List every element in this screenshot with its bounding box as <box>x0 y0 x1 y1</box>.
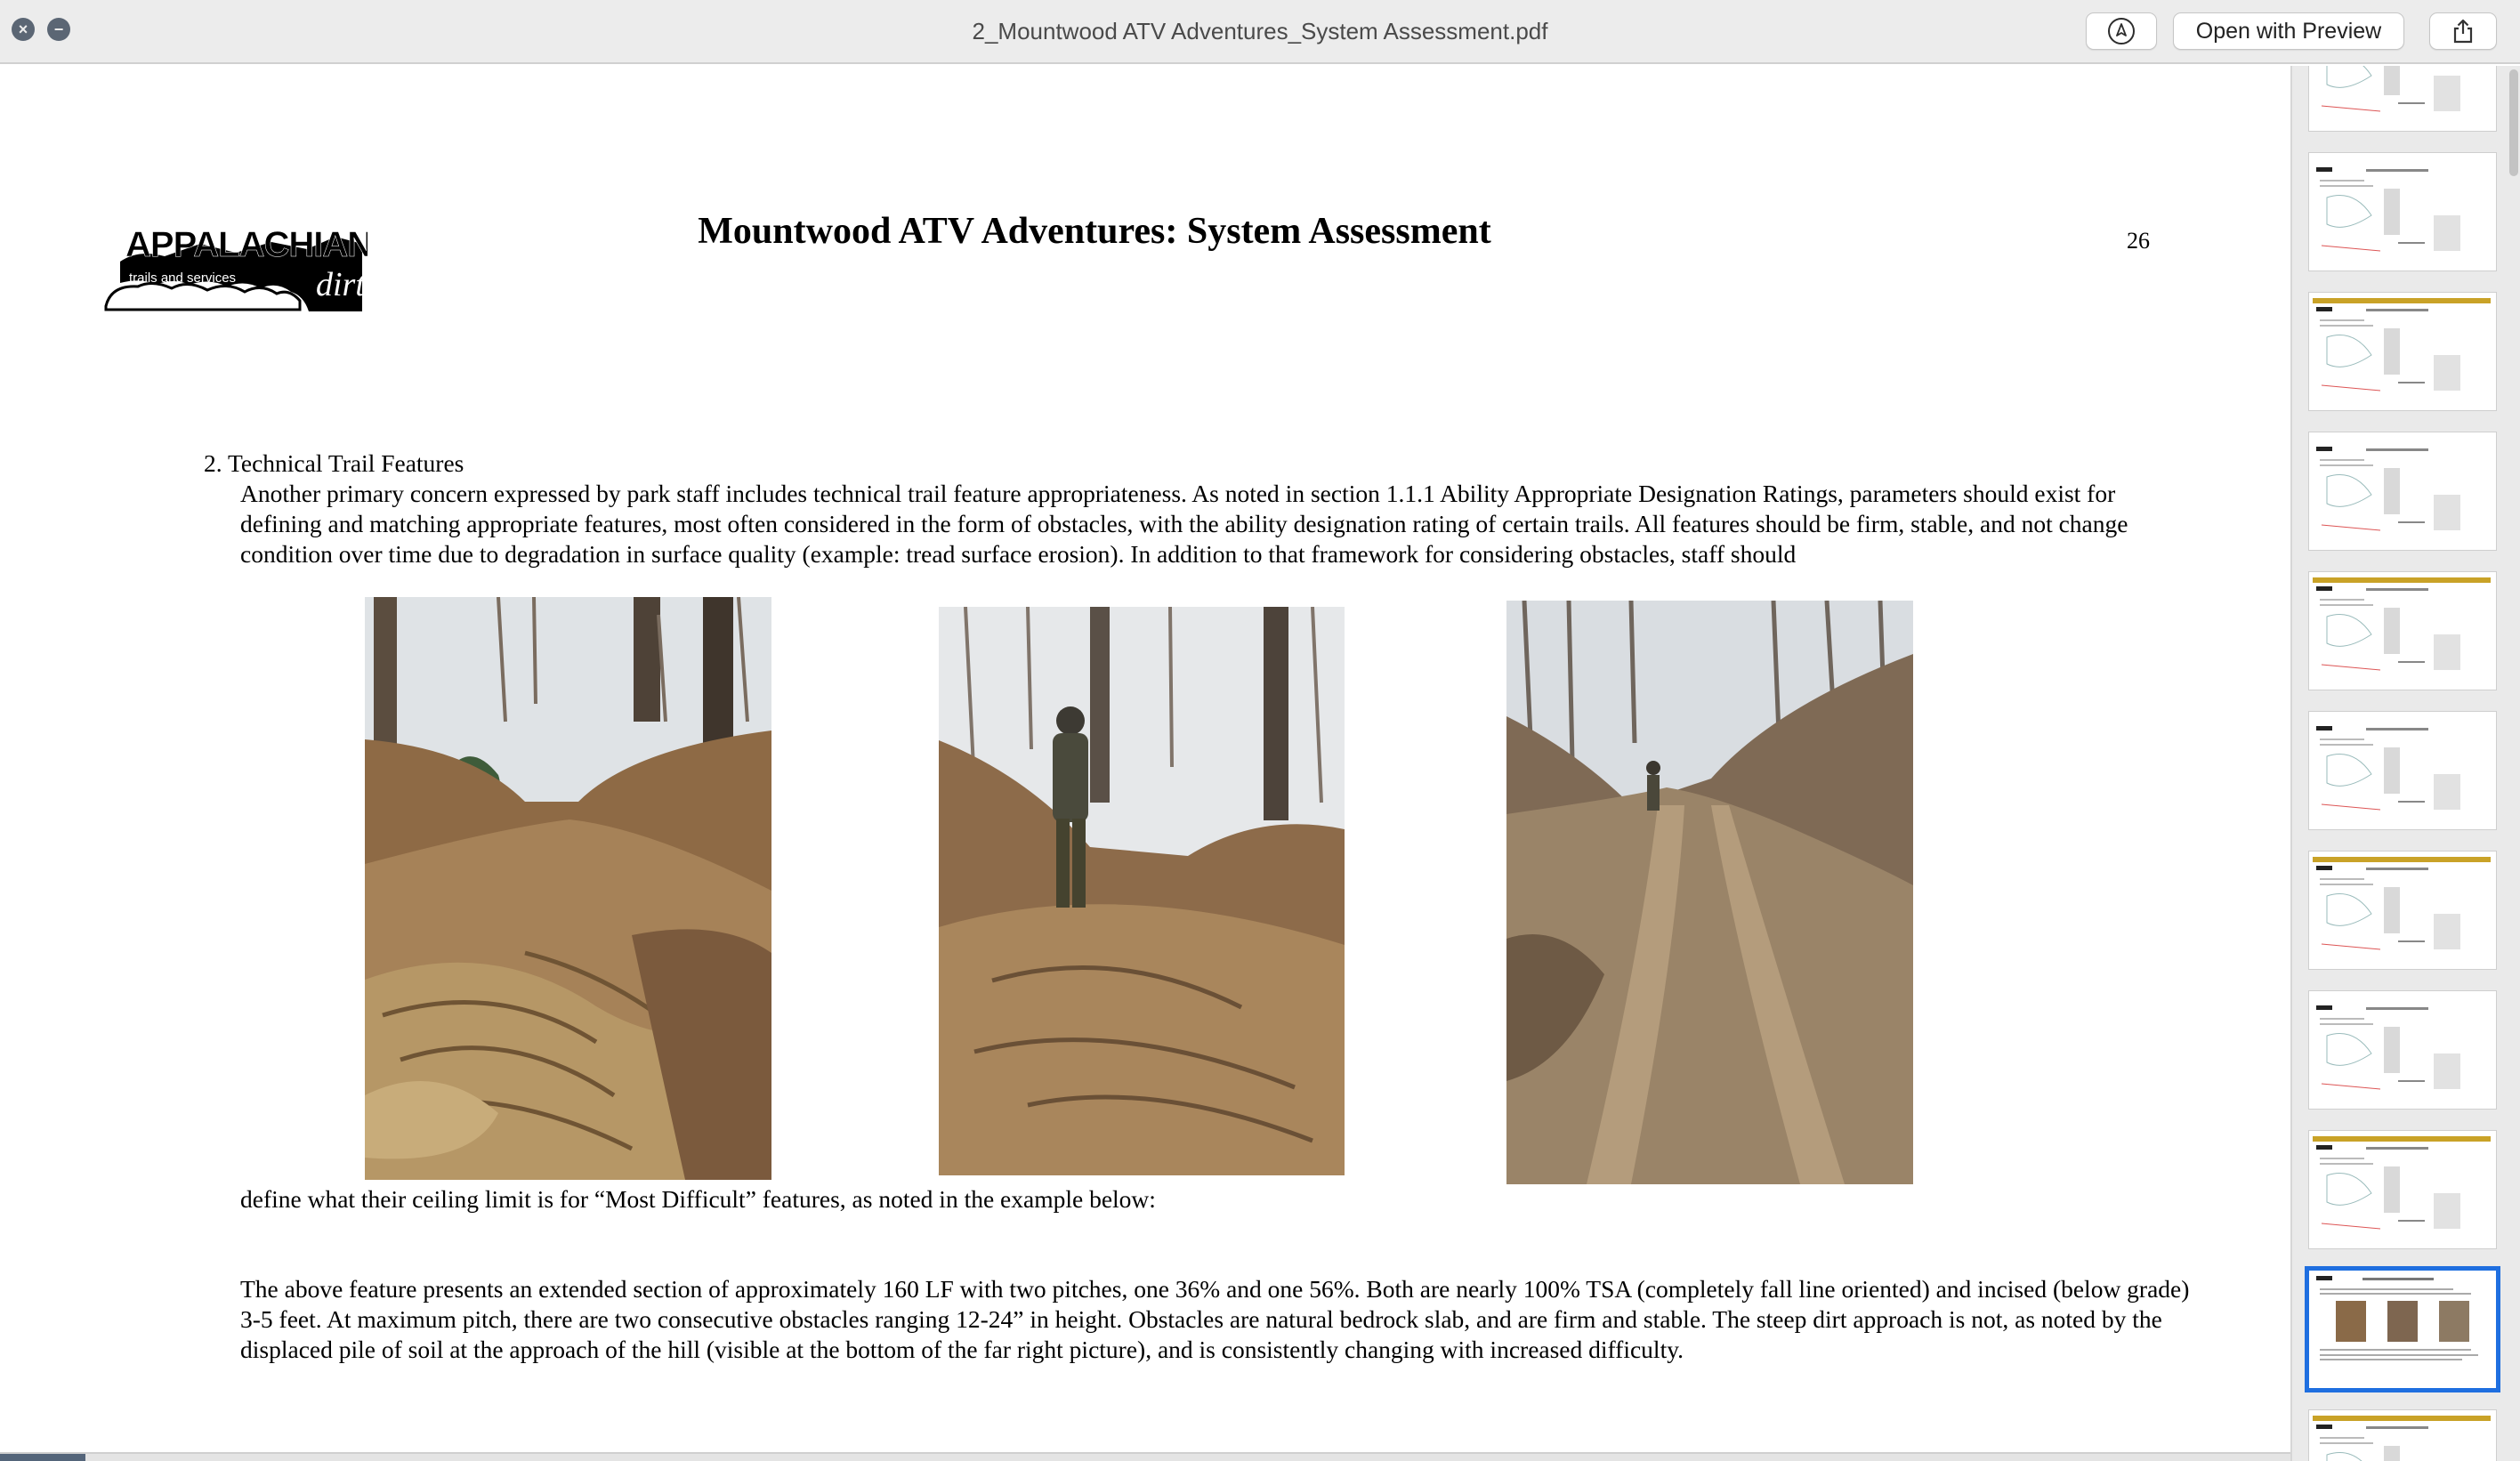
thumbnail-preview <box>2309 1410 2496 1461</box>
sidebar-scrollbar[interactable] <box>2509 69 2518 176</box>
thumbnail-page-20[interactable] <box>2308 66 2497 132</box>
window-titlebar <box>0 0 2520 64</box>
markup-button[interactable] <box>2086 12 2157 50</box>
thumbnail-preview <box>2309 991 2496 1109</box>
thumbnail-page-25[interactable] <box>2308 711 2497 830</box>
thumbnail-preview <box>2309 293 2496 410</box>
window-title: 2_Mountwood ATV Adventures_System Assessment.pdf <box>972 18 1548 44</box>
share-icon <box>2452 19 2474 44</box>
share-button[interactable] <box>2429 12 2497 50</box>
thumbnail-preview <box>2309 712 2496 829</box>
page-number: 26 <box>2127 228 2150 254</box>
trail-photo-bedrock-slab <box>365 597 771 1180</box>
logo-wordmark: APPALACHIAN <box>125 225 368 264</box>
thumbnail-page-26[interactable] <box>2308 851 2497 970</box>
thumbnail-preview <box>2309 572 2496 690</box>
progress-bar <box>0 1454 85 1461</box>
thumbnail-preview <box>2309 1271 2496 1388</box>
open-with-preview-button[interactable]: Open with Preview <box>2173 12 2404 50</box>
thumbnail-page-27[interactable] <box>2308 990 2497 1110</box>
trail-photo-dirt-approach <box>1506 601 1913 1184</box>
markup-pen-icon <box>2108 18 2135 44</box>
trail-photo-person-on-slope <box>939 607 1345 1175</box>
thumbnail-page-22[interactable] <box>2308 292 2497 411</box>
paragraph-define: define what their ceiling limit is for “Most Difficult” features, as noted in the example below: <box>240 1185 1156 1213</box>
thumbnail-page-24[interactable] <box>2308 571 2497 690</box>
pdf-page[interactable] <box>0 66 2290 1452</box>
thumbnail-preview <box>2309 1131 2496 1248</box>
thumbnail-preview <box>2309 432 2496 550</box>
logo-tagline: trails and services <box>129 270 237 286</box>
thumbnail-sidebar[interactable] <box>2290 66 2520 1461</box>
paragraph-intro: Another primary concern expressed by park staff includes technical trail feature appropriateness. As noted in section 1.1.1 Ability Appropriate Designation Ratings, parameters should exist for defining and matching appropriate features, most often considered in the form of obstacles, with the ability designation rating of certain trails. All features should be firm, stable, and not change condition over time due to degradation in surface quality (example: tread surface erosion). In addition to that framework for considering obstacles, staff should <box>240 480 2128 568</box>
thumbnail-preview <box>2309 852 2496 969</box>
logo-dirt: dirt <box>316 266 365 303</box>
bottom-status-strip <box>0 1452 2290 1461</box>
paragraph-feature-description: The above feature presents an extended section of approximately 160 LF with two pitches, one 36% and one 56%. Both are nearly 100% TSA (completely fall line oriented) and incised (below grade) 3-5 feet. At maximum pitch, there are two consecutive obstacles ranging 12-24” in height. Obstacles are natural bedrock slab, and are firm and stable. The steep dirt approach is not, as noted by the displaced pile of soil at the approach of the hill (visible at the bottom of the far right picture), and is consistently changing with increased difficulty. <box>240 1275 2190 1363</box>
thumbnail-preview <box>2309 66 2496 131</box>
thumbnail-page-23[interactable] <box>2308 432 2497 551</box>
section-heading: 2. Technical Trail Features <box>204 449 464 477</box>
document-header-title: Mountwood ATV Adventures: System Assessment <box>698 211 1491 252</box>
close-icon[interactable]: × <box>12 18 35 41</box>
thumbnail-page-29[interactable] <box>2305 1266 2500 1392</box>
minimize-icon[interactable]: − <box>47 18 70 41</box>
thumbnail-page-28[interactable] <box>2308 1130 2497 1249</box>
thumbnail-page-21[interactable] <box>2308 152 2497 271</box>
thumbnail-preview <box>2309 153 2496 270</box>
thumbnail-page-30[interactable] <box>2308 1409 2497 1461</box>
